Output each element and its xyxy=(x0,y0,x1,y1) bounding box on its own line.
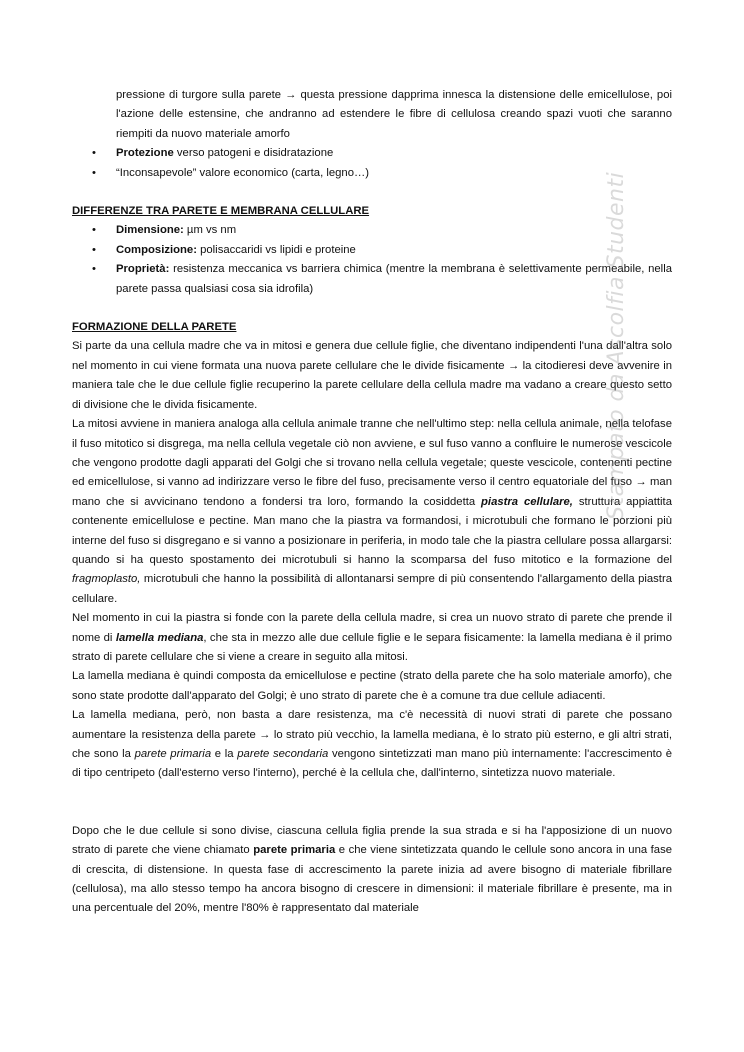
bullet-icon: • xyxy=(92,243,96,256)
text: microtubuli che hanno la possibilità di allontanarsi sempre di più consentendo l'allargamento della piastra cellulare. xyxy=(72,573,672,605)
text: verso patogeni e disidratazione xyxy=(173,147,334,160)
paragraph xyxy=(72,822,672,919)
text: la citodieresi deve avvenire in maniera tale che le due cellule figlie recuperino la parete cellulare della cellula madre ma vadano a creare questo setto di divisione che le divida fisicamente. xyxy=(72,359,672,411)
text: Dopo che le due cellule si sono divise, ciascuna cellula figlia prende la sua strada e si ha l'apposizione di un nuovo strato di parete che viene chiamato xyxy=(72,824,672,857)
text: pressione di turgore sulla parete xyxy=(116,89,286,101)
bold-term: Protezione xyxy=(116,147,174,160)
text: questa pressione dapprima innesca la distensione delle emicellulose, poi l'azione delle estensine, che andranno ad estendere le fibre di cellulosa creando spazi vuoti che saranno riempiti da nuovo materiale amorfo xyxy=(116,89,673,140)
bullet-icon: • xyxy=(92,263,96,276)
key-term: parete primaria xyxy=(134,748,212,760)
text: struttura appiattita contenente emicellulose e pectine. Man mano che la piastra va formandosi, i microtubuli che formano le porzioni più interne del fuso si disgregano e si vanno a posizionare in periferia, in modo tale che la piastra cellulare possa allargarsi: quando si ha questo spostamento dei microtubuli si hanno la scomparsa del fuso mitotico e la formazione del xyxy=(72,495,672,566)
document-page xyxy=(72,86,672,919)
list-item xyxy=(72,144,672,163)
arrow-icon: → xyxy=(635,476,647,489)
text: La mitosi avviene in maniera analoga alla cellula animale tranne che nell'ultimo step: nella cellula animale, nella telofase il fuso mitotico si disgrega, ma nella cellula vegetale ciò non avviene, e sul fuso vanno a confluire le numerose vescicole che vengono prodotte dagli apparati del Golgi che si trovano nella cellula vegetale; queste vescicole, contenenti pectine ed emicellulose, si vanno ad indirizzare verso le fibre del fuso, precisamente verso il centro equatoriale del fuso xyxy=(72,418,672,489)
intro-paragraph xyxy=(72,86,672,144)
text: , che sta in mezzo alle due cellule figlie e le separa fisicamente: la lamella mediana è il primo strato di parete cellulare che si viene a creare in seguito alla mitosi. xyxy=(72,631,672,663)
bullet-list xyxy=(72,221,672,299)
text: “Inconsapevole” valore economico (carta, legno…) xyxy=(116,166,370,179)
text: man mano che si avvicinano tendono a fondersi tra loro, formando la cosiddetta xyxy=(72,476,672,508)
text: resistenza meccanica vs barriera chimica (mentre la membrana è selettivamente permeabile, nella parete passa qualsiasi cosa sia idrofila) xyxy=(116,263,672,295)
text: µm vs nm xyxy=(183,224,237,237)
watermark: Stampato da Ascolfia Studenti xyxy=(604,171,629,520)
text: lo strato più vecchio, la lamella mediana, è lo strato più esterno, e gli altri strati, che sono la xyxy=(72,728,672,760)
bold-term: Dimensione: xyxy=(116,224,184,237)
text: Si parte da una cellula madre che va in mitosi e genera due cellule figlie, che diventano indipendenti l'una dall'altra solo nel momento in cui viene formata una nuova parete cellulare che le divide fisicamente xyxy=(72,340,672,372)
list-item xyxy=(72,241,672,260)
paragraph xyxy=(72,609,672,667)
paragraph xyxy=(72,337,672,415)
text: La lamella mediana, però, non basta a dare resistenza, ma c'è necessità di nuovi strati di parete che possano aumentare la resistenza della parete xyxy=(72,709,672,741)
key-term: piastra cellulare, xyxy=(481,495,573,508)
bold-term: Composizione: xyxy=(116,243,197,256)
bullet-icon: • xyxy=(92,147,96,160)
arrow-icon: → xyxy=(507,359,520,372)
bullet-icon: • xyxy=(92,166,96,179)
bullet-list xyxy=(72,144,672,183)
key-term: fragmoplasto, xyxy=(72,573,141,586)
text: Nel momento in cui la piastra si fonde con la parete della cellula madre, si crea un nuovo strato di parete che prende il nome di xyxy=(72,612,672,644)
text: vengono sintetizzati man mano più internamente: l'accrescimento è di tipo centripeto (dall'esterno verso l'interno), perché è la cellula che, dall'interno, sintetizza nuovo materiale. xyxy=(72,748,673,780)
section-heading: FORMAZIONE DELLA PARETE xyxy=(72,321,237,334)
bold-term: Proprietà: xyxy=(116,263,170,276)
text: e la xyxy=(211,748,238,760)
section-heading: DIFFERENZE TRA PARETE E MEMBRANA CELLULARE xyxy=(72,205,370,218)
paragraph xyxy=(72,706,672,784)
arrow-icon: → xyxy=(285,89,297,101)
text: e che viene sintetizzata quando le cellule sono ancora in una fase di crescita, di distensione. In questa fase di accrescimento la parete inizia ad avere bisogno di materiale fibrillare (cellulosa), ma allo stesso tempo ha ancora bisogno di crescere in dimensioni: il materiale fibrillare è presente, ma in una percentuale del 20%, mentre l'80% è rappresentato dal materiale xyxy=(72,844,672,915)
arrow-icon: → xyxy=(259,728,271,741)
key-term: parete primaria xyxy=(253,844,336,857)
bullet-icon: • xyxy=(92,224,96,237)
paragraph xyxy=(72,415,672,609)
list-item xyxy=(72,260,672,299)
list-item xyxy=(72,221,672,240)
key-term: parete secondaria xyxy=(237,748,329,760)
key-term: lamella mediana xyxy=(115,631,204,644)
list-item xyxy=(72,164,672,183)
text: polisaccaridi vs lipidi e proteine xyxy=(196,243,356,256)
paragraph: La lamella mediana è quindi composta da emicellulose e pectine (strato della parete che ha solo materiale amorfo), che sono state prodotte dall'apparato del Golgi; è uno strato di parete che è a comune tra due cellule adiacenti. xyxy=(72,670,672,702)
